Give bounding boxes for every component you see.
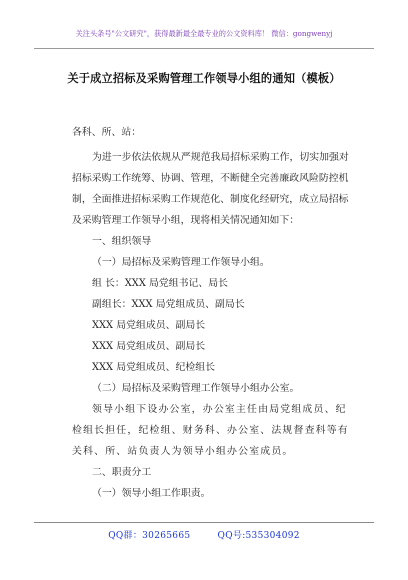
intro-paragraph: 为进一步依法依规从严规范我局招标采购工作，切实加强对招标采购工作统筹、协调、管理，不断健全完善廉政风险防控机制，全面推进招标采购工作规范化、制度化经研究，成立局招标及采购管理工作领导小组，现将相关情况通知如下： [72,152,349,226]
member-deputy-leader: 副组长：XXX 局党组成员、副局长 [92,299,245,310]
footer-divider [34,522,374,523]
footer-qq-number: QQ号:535304092 [217,531,300,541]
header-banner: 关注头条号"公文研究"，获得最新最全最专业的公文资料库！ 微信：gongwenyj [34,28,374,49]
salutation: 各科、所、站： [72,127,142,138]
member-item: XXX 局党组成员、副局长 [92,341,206,352]
member-leader: 组 长：XXX 局党组书记、局长 [92,278,228,289]
member-item: XXX 局党组成员、副局长 [92,320,206,331]
member-item: XXX 局党组成员、纪检组长 [92,362,215,373]
section-heading-duties: 二、职责分工 [92,467,152,478]
document-title: 关于成立招标及采购管理工作领导小组的通知（模板） [67,71,341,85]
subsection-heading-leading-group: （一）局招标及采购管理工作领导小组。 [92,257,270,268]
subsection-heading-duties: （一）领导小组工作职责。 [92,488,211,499]
office-paragraph: 领导小组下设办公室，办公室主任由局党组成员、纪检组长担任，纪检组、财务科、办公室、法规督查科等有关科、所、站负责人为领导小组办公室成员。 [72,404,349,457]
document-body [72,122,352,504]
section-heading-organization: 一、组织领导 [92,236,152,247]
subsection-heading-office: （二）局招标及采购管理工作领导小组办公室。 [92,383,300,394]
footer [0,528,408,541]
footer-qq-group: QQ群：30265665 [108,531,191,541]
